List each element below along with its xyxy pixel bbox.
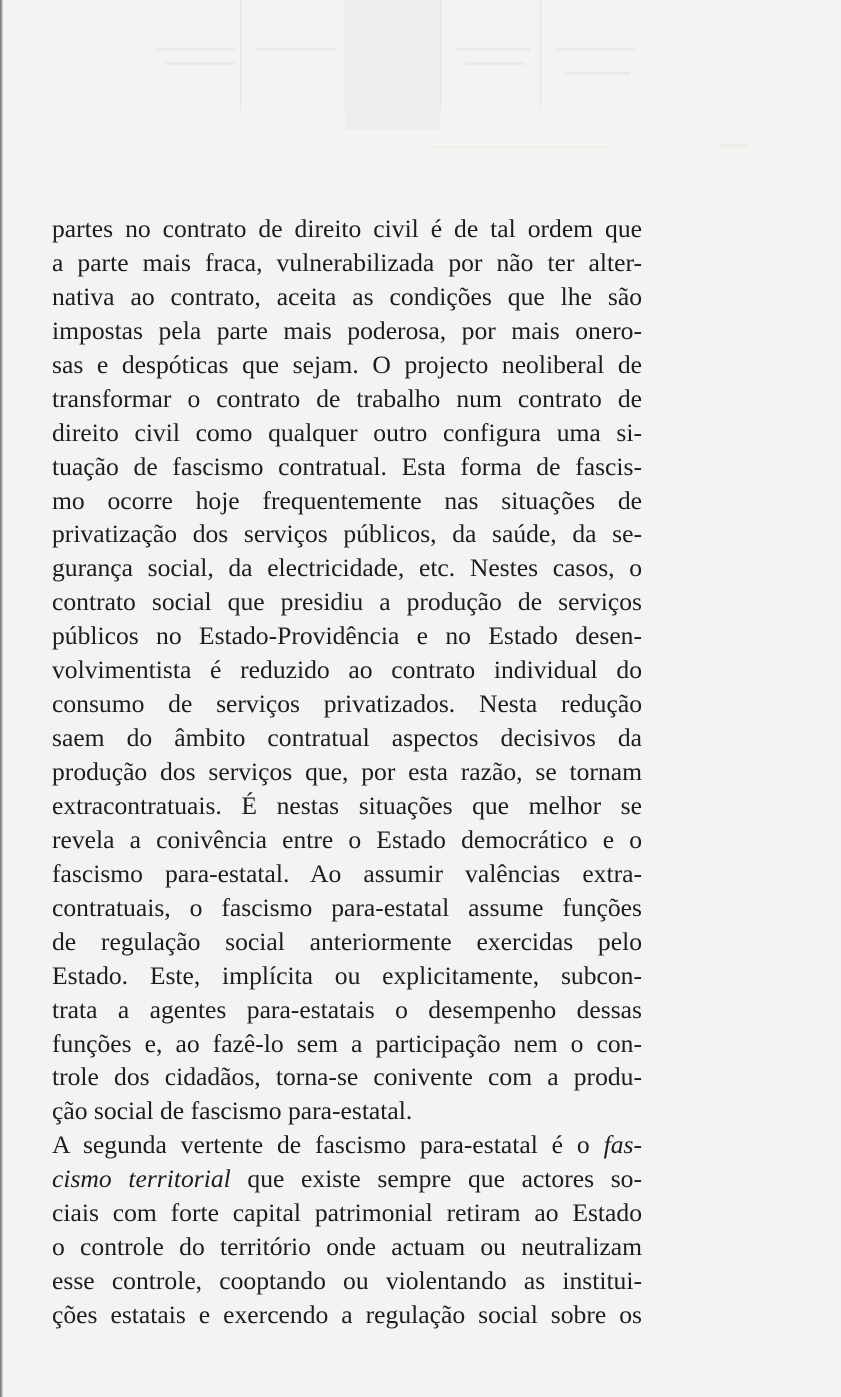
text-line: partes no contrato de direito civil é de tal ordem que bbox=[52, 214, 642, 243]
text-line: esse controle, cooptando ou violentando as institui- bbox=[52, 1266, 642, 1296]
text-line: consumo de serviços privatizados. Nesta redução bbox=[52, 689, 642, 719]
text-line: o controle do território onde actuam ou neutralizam bbox=[52, 1232, 642, 1262]
text-line: volvimentista é reduzido ao contrato individual do bbox=[52, 655, 642, 685]
bleed-through-running-header bbox=[430, 140, 750, 156]
bleed-through-column-rule bbox=[345, 0, 346, 110]
text-line: transformar o contrato de trabalho num contrato de bbox=[52, 383, 642, 413]
text-line: funções e, ao fazê-lo sem a participação nem o con- bbox=[52, 1028, 642, 1058]
bleed-through-text bbox=[465, 62, 525, 65]
italic-term: cismo territorial bbox=[52, 1164, 231, 1194]
text-line: ciais com forte capital patrimonial retiram ao Estado bbox=[52, 1198, 642, 1228]
text-line: produção dos serviços que, por esta razão, se tornam bbox=[52, 757, 642, 786]
text-line: privatização dos serviços públicos, da saúde, da se- bbox=[52, 519, 642, 549]
bleed-through-text bbox=[455, 48, 530, 51]
text-line: mo ocorre hoje frequentemente nas situações de bbox=[52, 485, 642, 515]
text-line: contrato social que presidiu a produção de serviços bbox=[52, 587, 642, 617]
text-line bbox=[52, 1128, 642, 1162]
bleed-through-column-rule bbox=[540, 0, 541, 110]
bleed-through-text bbox=[165, 62, 235, 65]
text-line: a parte mais fraca, vulnerabilizada por não ter alter- bbox=[52, 247, 642, 277]
text-fragment: A segunda vertente de fascismo para-estatal é o bbox=[52, 1130, 604, 1160]
text-line: ções estatais e exercendo a regulação social sobre os bbox=[52, 1300, 642, 1329]
text-line bbox=[52, 1162, 642, 1196]
paragraph-end-line: ção social de fascismo para-estatal. bbox=[52, 1096, 413, 1126]
bleed-through-text bbox=[555, 48, 635, 51]
italic-term: fas- bbox=[603, 1130, 642, 1160]
text-line: extracontratuais. É nestas situações que melhor se bbox=[52, 790, 642, 820]
bleed-through-shaded-column bbox=[345, 0, 440, 130]
text-line: nativa ao contrato, aceita as condições que lhe são bbox=[52, 281, 642, 311]
text-line: tuação de fascismo contratual. Esta forma de fascis- bbox=[52, 451, 642, 481]
text-line: impostas pela parte mais poderosa, por mais onero- bbox=[52, 315, 642, 345]
text-line: revela a conivência entre o Estado democrático e o bbox=[52, 824, 642, 854]
bleed-through-text bbox=[155, 48, 235, 51]
text-line: trata a agentes para-estatais o desempenho dessas bbox=[52, 994, 642, 1024]
text-line: fascismo para-estatal. Ao assumir valências extra- bbox=[52, 858, 642, 888]
text-line: contratuais, o fascismo para-estatal assume funções bbox=[52, 892, 642, 922]
bleed-through-column-rule bbox=[240, 0, 241, 110]
bleed-through-text bbox=[255, 48, 335, 51]
bleed-through-table bbox=[145, 0, 645, 130]
text-line: sas e despóticas que sejam. O projecto neoliberal de bbox=[52, 349, 642, 379]
text-line: de regulação social anteriormente exercidas pelo bbox=[52, 926, 642, 956]
text-line: trole dos cidadãos, torna-se conivente com a produ- bbox=[52, 1062, 642, 1092]
bleed-through-text bbox=[565, 72, 630, 75]
text-line: saem do âmbito contratual aspectos decisivos da bbox=[52, 723, 642, 753]
text-fragment: que existe sempre que actores so- bbox=[230, 1164, 642, 1194]
body-text bbox=[52, 212, 642, 1332]
text-line: gurança social, da electricidade, etc. Nestes casos, o bbox=[52, 553, 642, 583]
bleed-through-column-rule bbox=[440, 0, 441, 110]
text-line: públicos no Estado-Providência e no Estado desen- bbox=[52, 621, 642, 651]
text-line: direito civil como qualquer outro configura uma si- bbox=[52, 417, 642, 447]
text-line: Estado. Este, implícita ou explicitamente, subcon- bbox=[52, 960, 642, 990]
page-binding-edge bbox=[0, 0, 3, 1397]
